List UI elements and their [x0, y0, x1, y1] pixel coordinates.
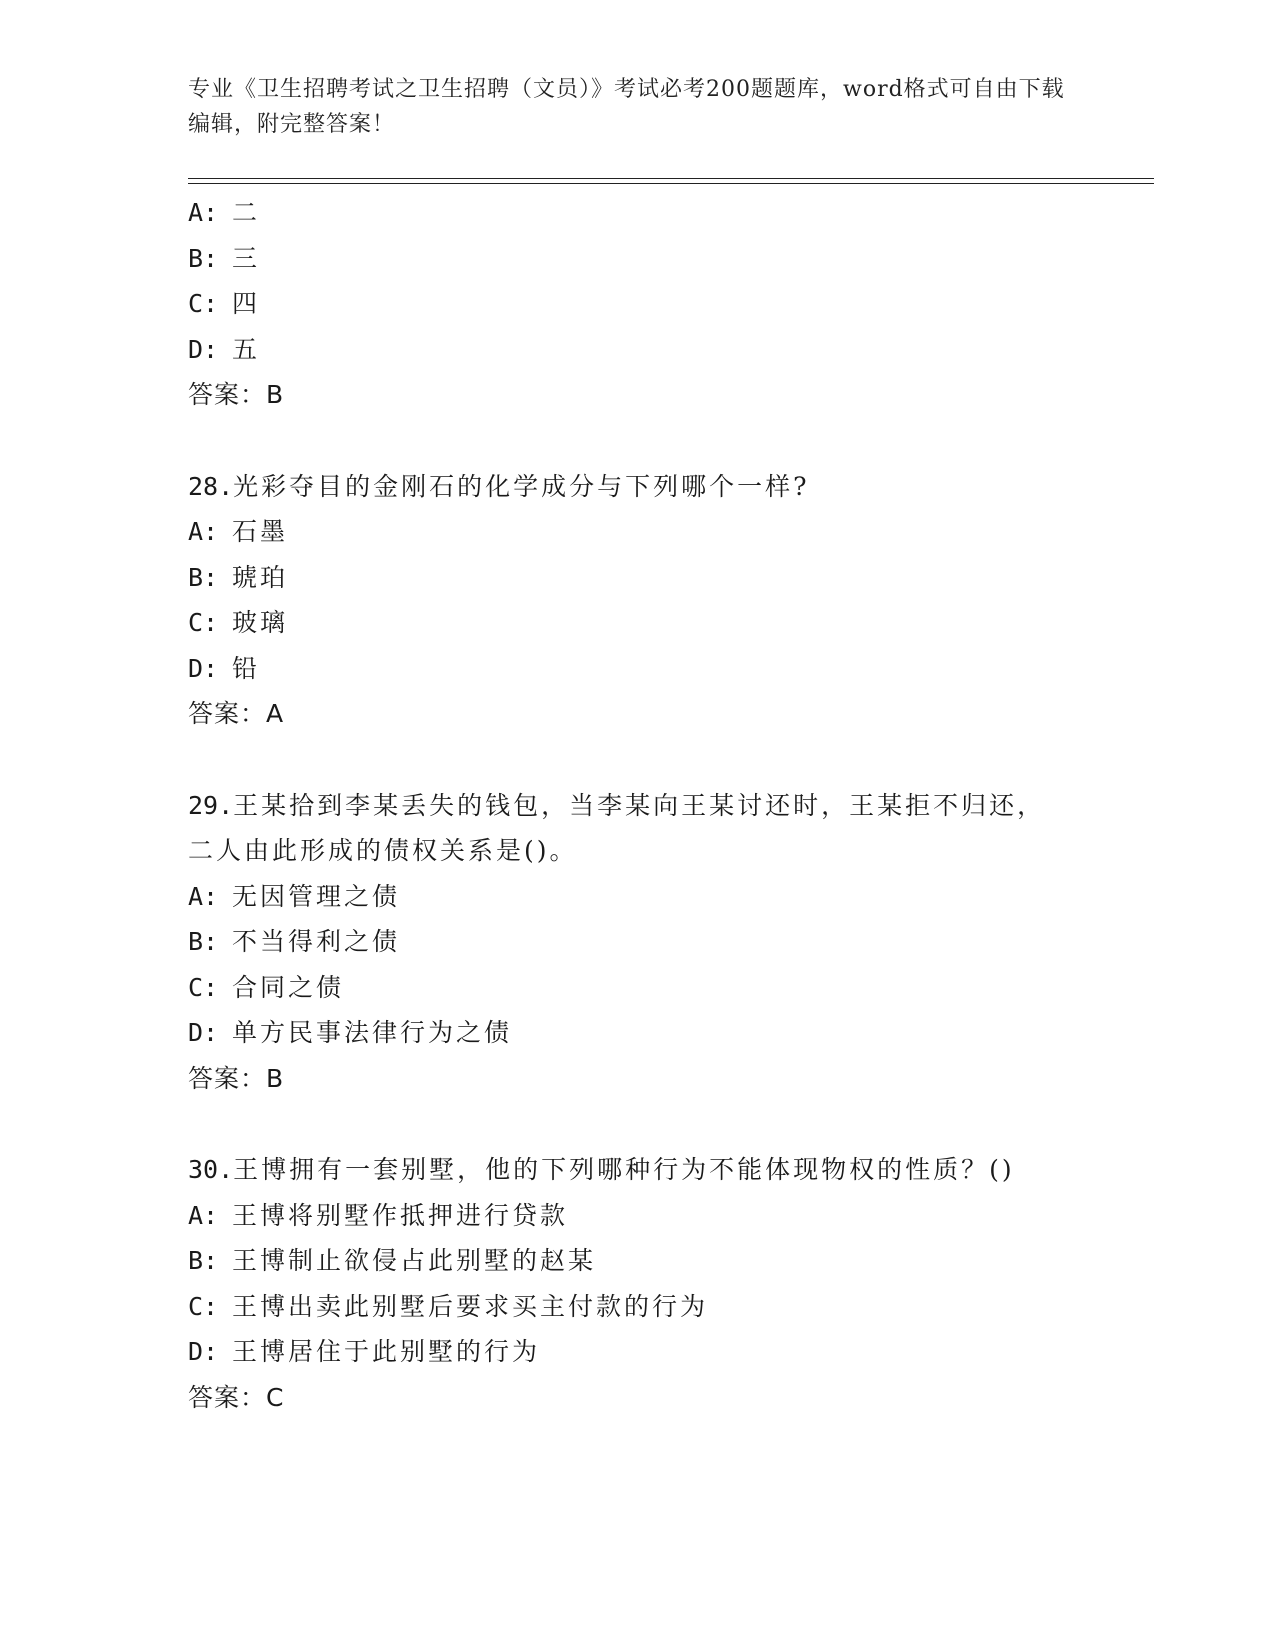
- option-letter: A:: [188, 1200, 219, 1230]
- question-30: [188, 1147, 1118, 1420]
- question-29: [188, 783, 1118, 1102]
- option-c: [188, 965, 1118, 1011]
- option-text: 王博制止欲侵占此别墅的赵某: [232, 1246, 597, 1275]
- option-b: [188, 555, 1118, 601]
- option-c: [188, 281, 1118, 327]
- option-a: [188, 874, 1118, 920]
- question-number: 30.: [188, 1155, 234, 1184]
- answer-line: 答案：C: [188, 1382, 285, 1412]
- option-letter: C:: [188, 608, 219, 637]
- option-letter: D:: [188, 1337, 219, 1366]
- option-letter: B:: [188, 927, 219, 956]
- option-text: 五: [232, 334, 261, 364]
- option-text: 二: [232, 198, 261, 227]
- option-a: [188, 1193, 1118, 1239]
- option-text: 王博居住于此别墅的行为: [232, 1337, 541, 1366]
- option-letter: A:: [188, 198, 219, 227]
- option-letter: D:: [188, 1018, 219, 1047]
- option-letter: D:: [188, 334, 219, 364]
- option-text: 玻璃: [232, 608, 289, 637]
- option-b: [188, 1238, 1118, 1284]
- option-d: [188, 1010, 1118, 1056]
- question-number: 29.: [188, 790, 234, 820]
- question-stem: [188, 1147, 1118, 1193]
- question-stem-line-2: 二人由此形成的债权关系是()。: [188, 836, 578, 865]
- option-text: 铅: [232, 653, 261, 683]
- option-letter: A:: [188, 881, 219, 911]
- option-text: 石墨: [232, 517, 289, 546]
- document-title: 专业《卫生招聘考试之卫生招聘（文员）》考试必考200题题库，word格式可自由下载编辑，附完整答案！: [188, 77, 1065, 137]
- question-27-continuation: [188, 190, 1118, 418]
- question-text: 王某拾到李某丢失的钱包，当李某向王某讨还时，王某拒不归还，: [233, 790, 1046, 820]
- option-letter: B:: [188, 1246, 219, 1275]
- header-rule-bottom: [188, 183, 1154, 184]
- question-text: 王博拥有一套别墅，他的下列哪种行为不能体现物权的性质？(): [233, 1155, 1015, 1184]
- option-letter: C:: [188, 289, 219, 318]
- option-b: [188, 919, 1118, 965]
- option-text: 无因管理之债: [232, 881, 401, 911]
- option-text: 琥珀: [232, 562, 289, 592]
- question-text: 光彩夺目的金刚石的化学成分与下列哪个一样?: [233, 471, 810, 501]
- option-d: [188, 646, 1118, 692]
- option-letter: C:: [188, 972, 219, 1002]
- option-text: 王博将别墅作抵押进行贷款: [232, 1200, 569, 1230]
- option-c: [188, 1284, 1118, 1330]
- option-text: 单方民事法律行为之债: [232, 1018, 513, 1047]
- answer-line: 答案：A: [188, 699, 285, 728]
- option-letter: D:: [188, 653, 219, 683]
- option-d: [188, 327, 1118, 373]
- question-28: [188, 464, 1118, 737]
- option-text: 合同之债: [232, 972, 345, 1002]
- option-d: [188, 1329, 1118, 1375]
- option-text: 不当得利之债: [232, 927, 401, 956]
- question-stem: [188, 464, 1118, 510]
- option-a: [188, 509, 1118, 555]
- option-letter: B:: [188, 562, 219, 592]
- option-a: [188, 190, 1118, 236]
- option-c: [188, 600, 1118, 646]
- option-text: 王博出卖此别墅后要求买主付款的行为: [232, 1291, 709, 1321]
- question-list: [188, 190, 1118, 1420]
- answer-line: 答案：B: [188, 1063, 285, 1093]
- header-rule-top: [188, 178, 1154, 179]
- option-letter: C:: [188, 1291, 219, 1321]
- question-number: 28.: [188, 471, 234, 501]
- answer-line: 答案：B: [188, 380, 285, 409]
- question-stem-line-1: [188, 783, 1118, 829]
- option-text: 三: [232, 243, 261, 273]
- option-letter: B:: [188, 243, 219, 273]
- option-letter: A:: [188, 517, 219, 546]
- option-b: [188, 236, 1118, 282]
- option-text: 四: [232, 289, 261, 318]
